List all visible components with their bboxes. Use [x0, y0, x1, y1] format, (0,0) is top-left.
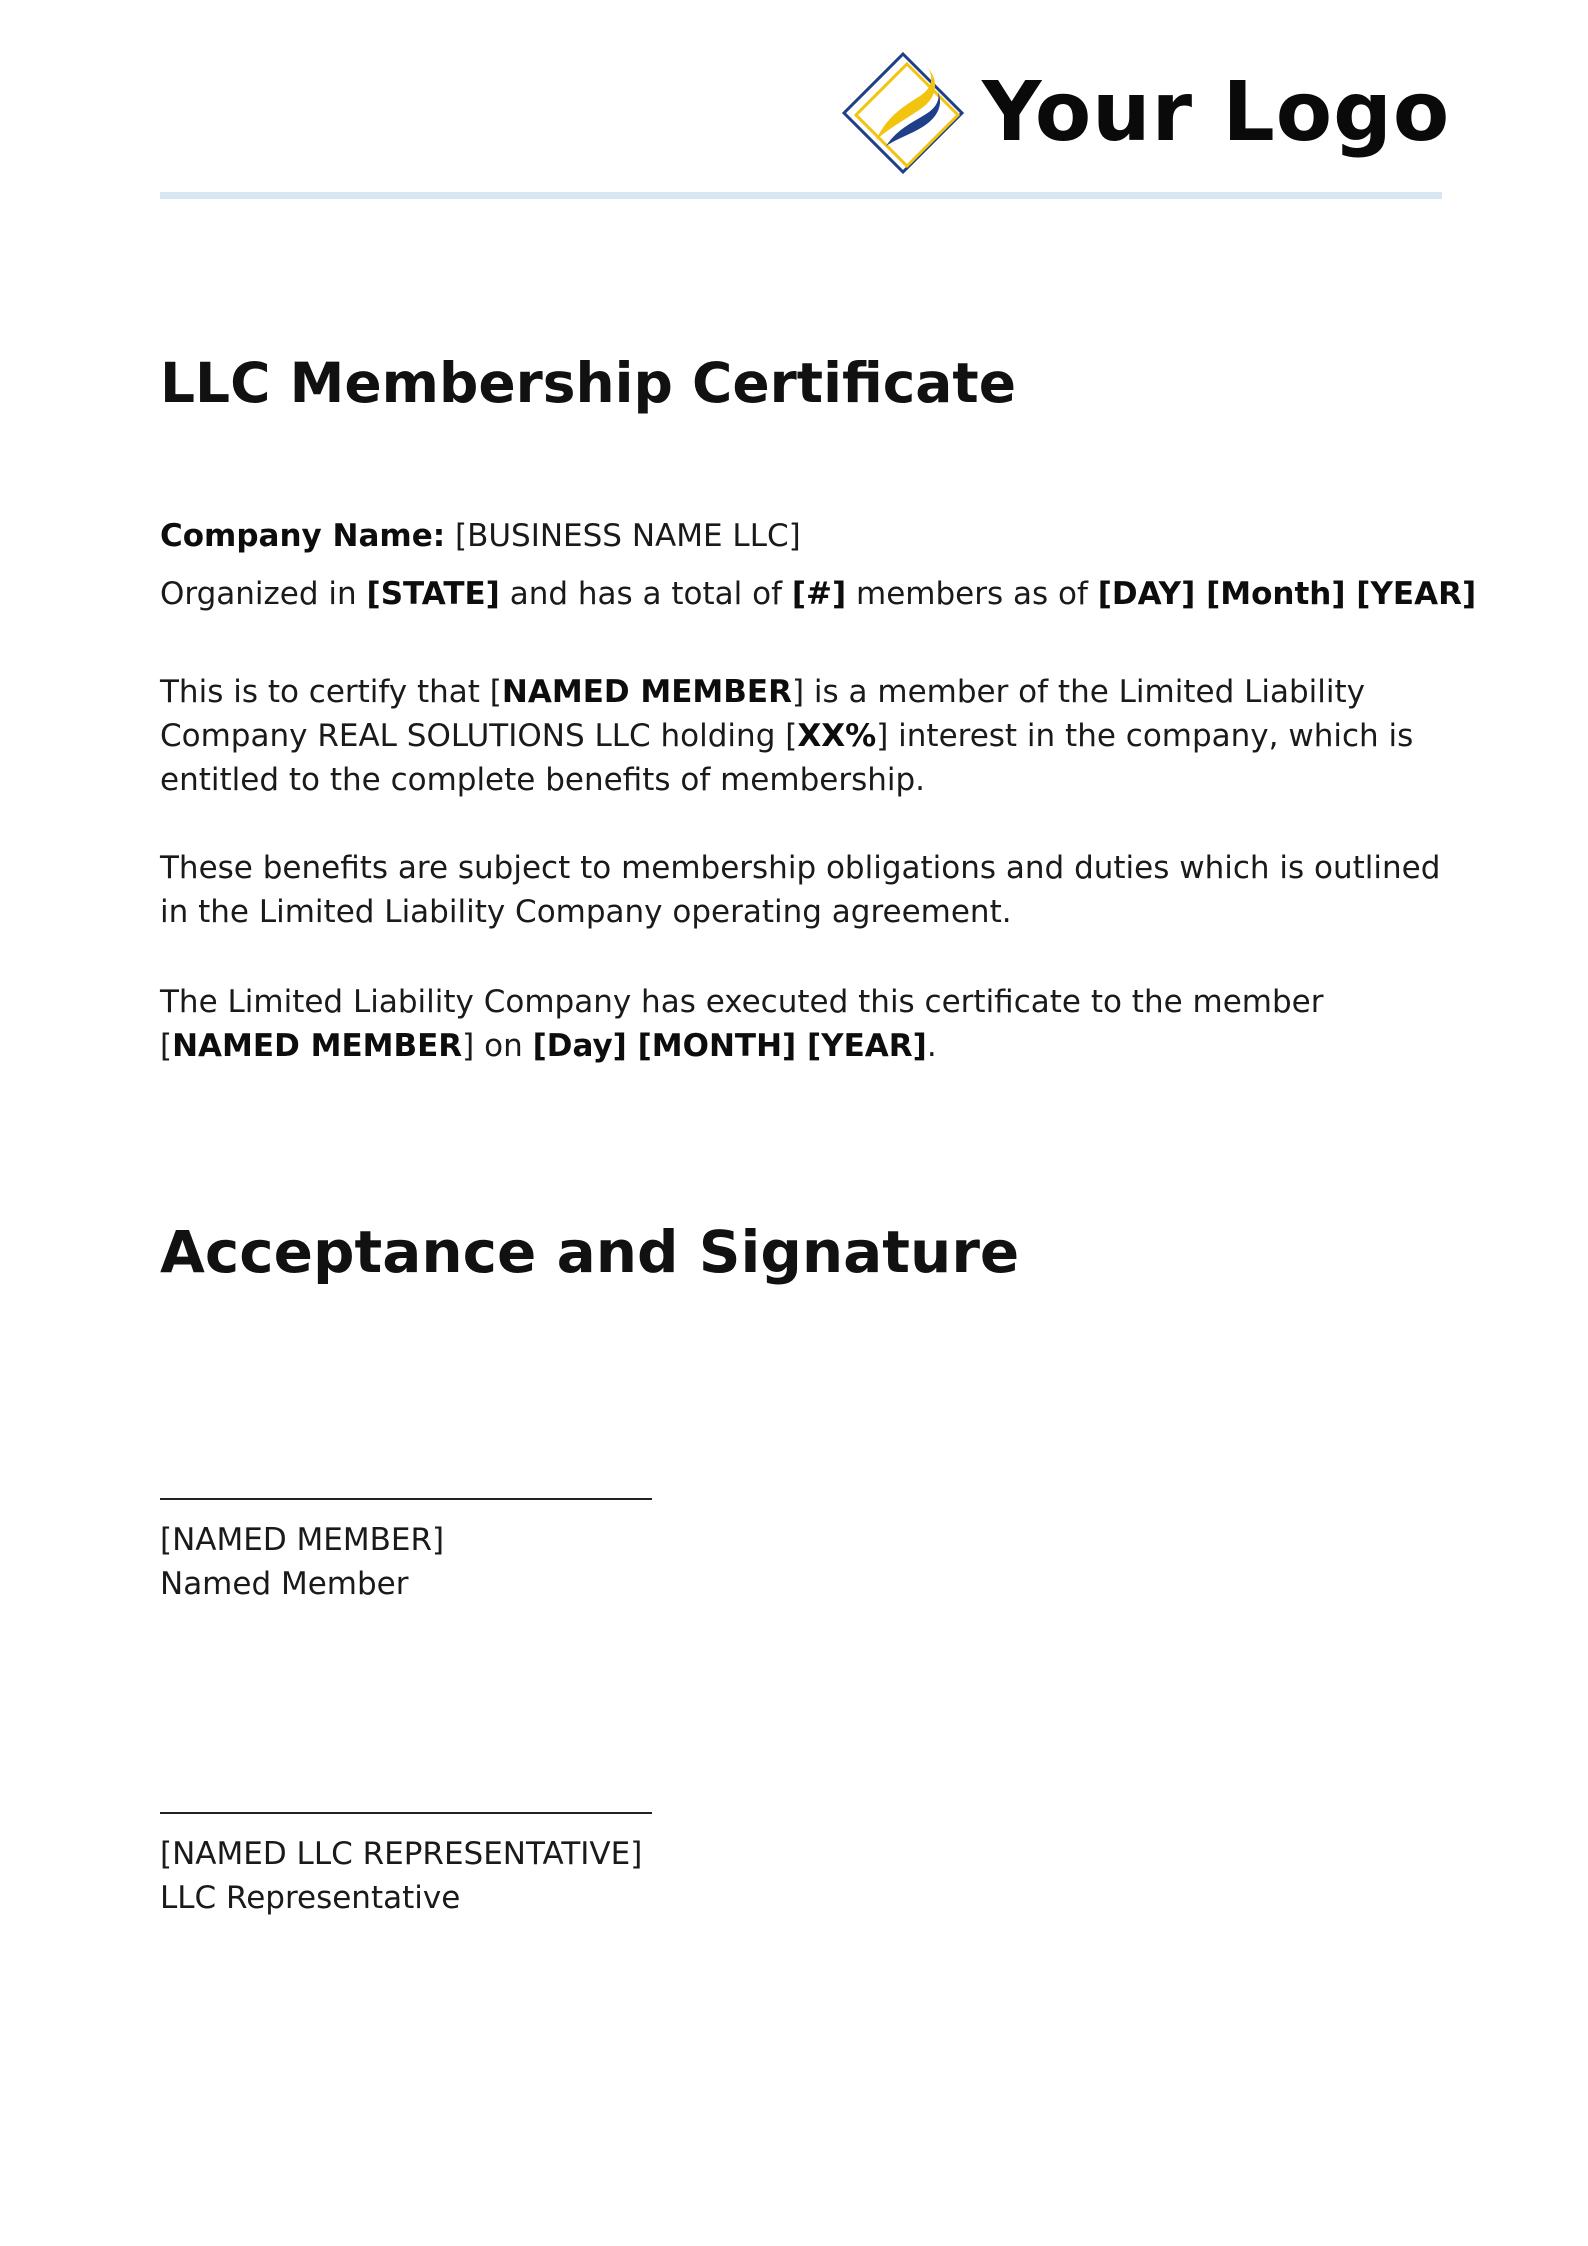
date-placeholder: [DAY] [Month] [YEAR] — [1097, 576, 1477, 612]
signer-role: LLC Representative — [160, 1880, 461, 1916]
state-placeholder: [STATE] — [366, 576, 500, 612]
logo — [836, 48, 1450, 178]
company-name-value: [BUSINESS NAME LLC] — [445, 518, 801, 554]
benefits-paragraph — [160, 846, 1460, 934]
executed-text: . — [926, 1028, 937, 1064]
header-divider — [160, 192, 1442, 199]
member-count-placeholder: [#] — [791, 576, 847, 612]
executed-text: [ — [160, 1028, 173, 1064]
organized-line — [160, 572, 1477, 616]
member-signature-line — [160, 1498, 652, 1500]
executed-text: The Limited Liability Company has executed this certificate to the member — [160, 984, 1324, 1020]
organized-text: members as of — [846, 576, 1098, 612]
acceptance-title: Acceptance and Signature — [160, 1218, 1020, 1286]
document-title: LLC Membership Certificate — [160, 351, 1017, 415]
benefits-text: in the Limited Liability Company operating agreement. — [160, 894, 1012, 930]
organized-text: and has a total of — [499, 576, 792, 612]
representative-signature-line — [160, 1812, 652, 1814]
certify-paragraph — [160, 670, 1460, 802]
certify-text: entitled to the complete benefits of membership. — [160, 762, 926, 798]
representative-signature-block — [160, 1832, 642, 1920]
signer-role: Named Member — [160, 1566, 409, 1602]
signer-name: [NAMED LLC REPRESENTATIVE] — [160, 1836, 643, 1872]
company-name-label: Company Name: — [160, 518, 446, 554]
named-member-placeholder: NAMED MEMBER — [172, 1028, 463, 1064]
company-name-line — [160, 514, 1460, 558]
date-placeholder: [Day] [MONTH] [YEAR] — [532, 1028, 927, 1064]
logo-text: Your Logo — [982, 65, 1451, 160]
certify-text: ] is a member of the Limited Liability — [791, 674, 1365, 710]
organized-text: Organized in — [160, 576, 367, 612]
certify-text: ] interest in the company, which is — [876, 718, 1414, 754]
benefits-text: These benefits are subject to membership obligations and duties which is outlined — [160, 850, 1441, 886]
named-member-placeholder: NAMED MEMBER — [501, 674, 792, 710]
certify-text: This is to certify that [ — [160, 674, 502, 710]
executed-paragraph — [160, 980, 1460, 1068]
interest-placeholder: XX% — [797, 718, 877, 754]
diamond-swoosh-logo-icon — [836, 48, 970, 178]
certify-text: Company REAL SOLUTIONS LLC holding [ — [160, 718, 798, 754]
signer-name: [NAMED MEMBER] — [160, 1522, 445, 1558]
member-signature-block — [160, 1518, 444, 1606]
executed-text: ] on — [462, 1028, 533, 1064]
